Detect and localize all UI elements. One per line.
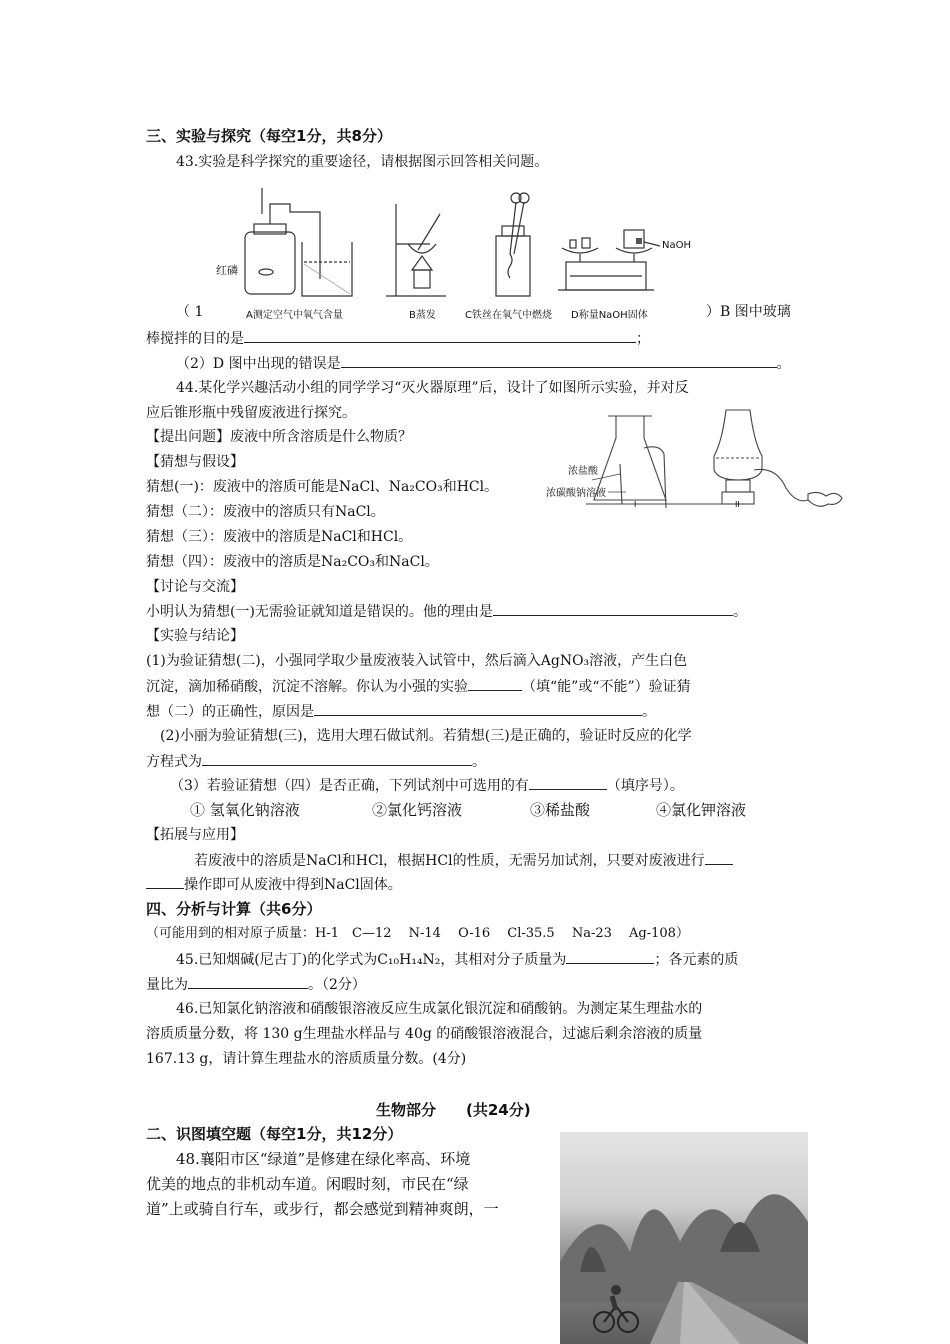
caption-b: B蒸发 — [409, 310, 436, 321]
q45-ratio-prompt: 量比为 — [146, 977, 188, 993]
experiment-heading: 【实验与结论】 — [146, 628, 244, 644]
option-2: ②氯化钙溶液 — [372, 801, 463, 819]
answer-blank-d-error[interactable] — [341, 353, 777, 368]
experiment-1-end: 。 — [642, 704, 656, 720]
answer-blank-operation-part1[interactable] — [705, 850, 733, 865]
experiment-1-reason-prompt: 想（二）的正确性，原因是 — [146, 704, 314, 720]
discussion-prompt: 小明认为猜想(一)无需验证就知道是错误的。他的理由是 — [146, 604, 493, 620]
q43-part2-end: 。 — [776, 356, 791, 372]
q43-part2-prompt: （2）D 图中出现的错误是 — [176, 356, 341, 372]
q43-part2-line — [176, 353, 791, 374]
q43-part1-prompt: 棒搅拌的目的是 — [146, 331, 244, 347]
q46-line2: 溶质质量分数，将 130 g生理盐水样品与 40g 的硝酸银溶液混合，过滤后剩余溶液的质量 — [146, 1026, 703, 1042]
discussion-heading: 【讨论与交流】 — [146, 579, 244, 595]
label-flask-i: I — [634, 500, 637, 509]
q45-line2-end: 。（2分） — [308, 977, 366, 993]
label-flask-ii: II — [735, 500, 740, 509]
q45-line1-end: ；各元素的质 — [654, 952, 739, 968]
experiment-3-prompt: （3）若验证猜想（四）是否正确，下列试剂中可选用的有 — [170, 778, 529, 794]
q43-part1-start: （ 1 — [176, 304, 204, 320]
q48-line3: 道”上或骑自行车，或步行，都会感觉到精神爽朗，一 — [146, 1200, 499, 1218]
q43-part1-end: ； — [636, 331, 650, 347]
experiment-1-line3 — [146, 701, 656, 722]
evaporating-dish — [408, 244, 436, 253]
label-naoh: NaOH — [662, 240, 691, 251]
q45-prompt: 45.已知烟碱(尼古丁)的化学式为C₁₀H₁₄N₂，其相对分子质量为 — [176, 952, 567, 968]
q43-part1-line2 — [146, 328, 650, 349]
experiment-2-end: 。 — [472, 754, 486, 770]
extension-heading: 【拓展与应用】 — [146, 827, 244, 843]
section-3-heading: 三、实验与探究（每空1分，共8分） — [146, 127, 392, 145]
experiment-1-prompt: 沉淀，滴加稀硝酸，沉淀不溶解。你认为小强的实验 — [146, 679, 468, 695]
option-1: ① 氢氧化钠溶液 — [190, 801, 300, 819]
naoh-solid — [636, 238, 642, 244]
test-tube-hcl — [620, 464, 622, 504]
biology-title: 生物部分 (共24分) — [376, 1101, 531, 1119]
biology-section-2-heading: 二、识图填空题（每空1分，共12分） — [146, 1125, 403, 1143]
answer-blank-stir-purpose[interactable] — [244, 328, 636, 343]
q45-line2 — [146, 974, 366, 995]
answer-blank-reason-2[interactable] — [314, 701, 642, 716]
discussion-end: 。 — [732, 604, 747, 620]
experiment-2-prompt: 方程式为 — [146, 754, 202, 770]
q44-stem-line2: 应后锥形瓶中残留废液进行探究。 — [146, 405, 356, 421]
experiment-1-line2 — [146, 676, 691, 697]
answer-blank-molar-mass[interactable] — [566, 949, 654, 964]
label-red-phosphorus: 红磷 — [216, 264, 238, 277]
experiment-3-line — [170, 775, 684, 796]
experiment-2-line2 — [146, 751, 486, 772]
q46-line1: 46.已知氯化钠溶液和硝酸银溶液反应生成氯化银沉淀和硝酸钠。为测定某生理盐水的 — [176, 1001, 703, 1017]
oxygen-bottle — [496, 236, 530, 296]
answer-blank-can-or-cannot[interactable] — [468, 676, 522, 691]
hypothesis-3: 猜想（三）：废液中的溶质是NaCl和HCl。 — [146, 529, 413, 545]
q48-line2: 优美的地点的非机动车道。闲暇时刻，市民在“绿 — [146, 1175, 469, 1193]
greenway-photo — [560, 1132, 808, 1344]
beaker — [302, 242, 352, 296]
q46-line3: 167.13 g，请计算生理盐水的溶质质量分数。(4分) — [146, 1051, 467, 1067]
option-3: ③稀盐酸 — [530, 801, 591, 819]
discussion-line — [146, 601, 747, 622]
hypothesis-heading: 【猜想与假设】 — [146, 454, 244, 470]
option-4: ④氯化钾溶液 — [656, 801, 747, 819]
q45-line1 — [176, 949, 738, 970]
q43-stem: 43.实验是科学探究的重要途径，请根据图示回答相关问题。 — [176, 154, 549, 170]
answer-blank-mass-ratio[interactable] — [188, 974, 308, 989]
atomic-masses: （可能用到的相对原子质量：H-1 C—12 N-14 O-16 Cl-35.5 Na-23 Ag-108） — [146, 926, 689, 941]
extension-line2 — [146, 874, 402, 895]
q48-line1: 48.襄阳市区“绿道”是修建在绿化率高、环境 — [176, 1150, 471, 1168]
gas-jar — [245, 232, 295, 294]
answer-blank-reagents[interactable] — [529, 775, 607, 790]
hypothesis-2: 猜想（二）：废液中的溶质只有NaCl。 — [146, 504, 385, 520]
q43-apparatus-figure — [210, 184, 700, 320]
caption-d: D称量NaOH固体 — [571, 310, 648, 321]
extension-prompt: 若废液中的溶质是NaCl和HCl，根据HCl的性质，无需另加试剂，只要对废液进行 — [194, 853, 705, 869]
label-sodium-carbonate: 浓碳酸钠溶液 — [546, 488, 606, 499]
extension-line1 — [194, 850, 733, 871]
q44-stem-line1: 44.某化学兴趣活动小组的同学学习“灭火器原理”后，设计了如图所示实验，并对反 — [176, 380, 689, 396]
greenway-photo-drawing — [560, 1132, 808, 1344]
section-4-heading: 四、分析与计算（共6分） — [146, 900, 322, 918]
caption-a: A测定空气中氧气含量 — [246, 310, 343, 321]
hypothesis-4: 猜想（四）：废液中的溶质是Na₂CO₃和NaCl。 — [146, 554, 439, 570]
answer-blank-reason[interactable] — [493, 601, 733, 616]
label-conc-hcl: 浓盐酸 — [568, 466, 598, 477]
right-pan — [616, 248, 652, 253]
q43-part1-tail: ）B 图中玻璃 — [706, 304, 791, 320]
extension-end: 操作即可从废液中得到NaCl固体。 — [184, 877, 402, 893]
answer-blank-operation-part2[interactable] — [146, 874, 184, 889]
experiment-3-end: （填序号）。 — [606, 778, 684, 794]
experiment-1-mid: （填“能”或“不能”）验证猜 — [522, 679, 691, 695]
answer-blank-equation[interactable] — [202, 751, 472, 766]
experiment-2-line1: (2)小丽为验证猜想(三)，选用大理石做试剂。若猜想(三)是正确的，验证时反应的化学 — [160, 728, 692, 744]
caption-c: C铁丝在氧气中燃烧 — [465, 310, 552, 321]
question-heading: 【提出问题】废液中所含溶质是什么物质？ — [146, 429, 412, 445]
experiment-1-line1: (1)为验证猜想(二)，小强同学取少量废液装入试管中，然后滴入AgNO₃溶液，产生白色 — [146, 653, 688, 669]
left-pan — [562, 248, 598, 253]
hypothesis-1: 猜想(一)：废液中的溶质可能是NaCl、Na₂CO₃和HCl。 — [146, 479, 499, 495]
